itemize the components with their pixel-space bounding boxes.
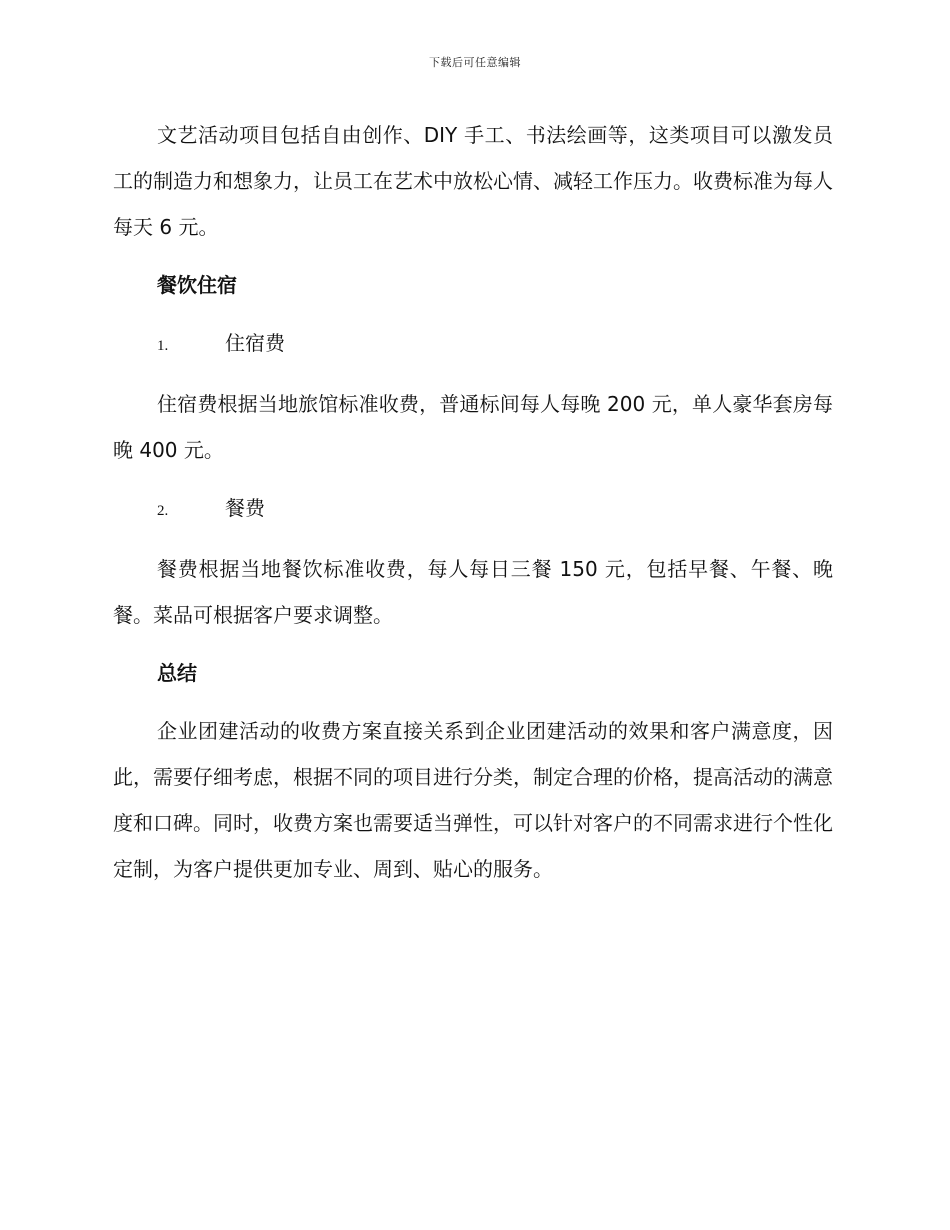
page-header: 下载后可任意编辑 <box>429 56 521 69</box>
paragraph-meal-fee: 餐费根据当地餐饮标准收费，每人每日三餐 150 元，包括早餐、午餐、晚餐。菜品可根据客户要求调整。 <box>113 557 833 627</box>
list-number: 1. <box>157 338 169 354</box>
list-number: 2. <box>157 503 169 519</box>
paragraph-lodging-fee: 住宿费根据当地旅馆标准收费，普通标间每人每晚 200 元，单人豪华套房每晚 400 元。 <box>113 392 833 462</box>
paragraph-arts-activities: 文艺活动项目包括自由创作、DIY 手工、书法绘画等，这类项目可以激发员工的制造力和想象力，让员工在艺术中放松心情、减轻工作压力。收费标准为每人每天 6 元。 <box>113 123 833 239</box>
paragraph-summary: 企业团建活动的收费方案直接关系到企业团建活动的效果和客户满意度，因此，需要仔细考虑，根据不同的项目进行分类，制定合理的价格，提高活动的满意度和口碑。同时，收费方案也需要适当弹性，可以针对客户的不同需求进行个性化定制，为客户提供更加专业、周到、贴心的服务。 <box>113 719 833 881</box>
heading-food-lodging: 餐饮住宿 <box>157 273 237 297</box>
list-item-meals <box>157 485 833 534</box>
list-title: 住宿费 <box>225 331 285 355</box>
heading-summary: 总结 <box>157 661 197 685</box>
list-item-lodging <box>157 320 833 369</box>
document-body <box>113 112 833 904</box>
list-title: 餐费 <box>225 496 265 520</box>
